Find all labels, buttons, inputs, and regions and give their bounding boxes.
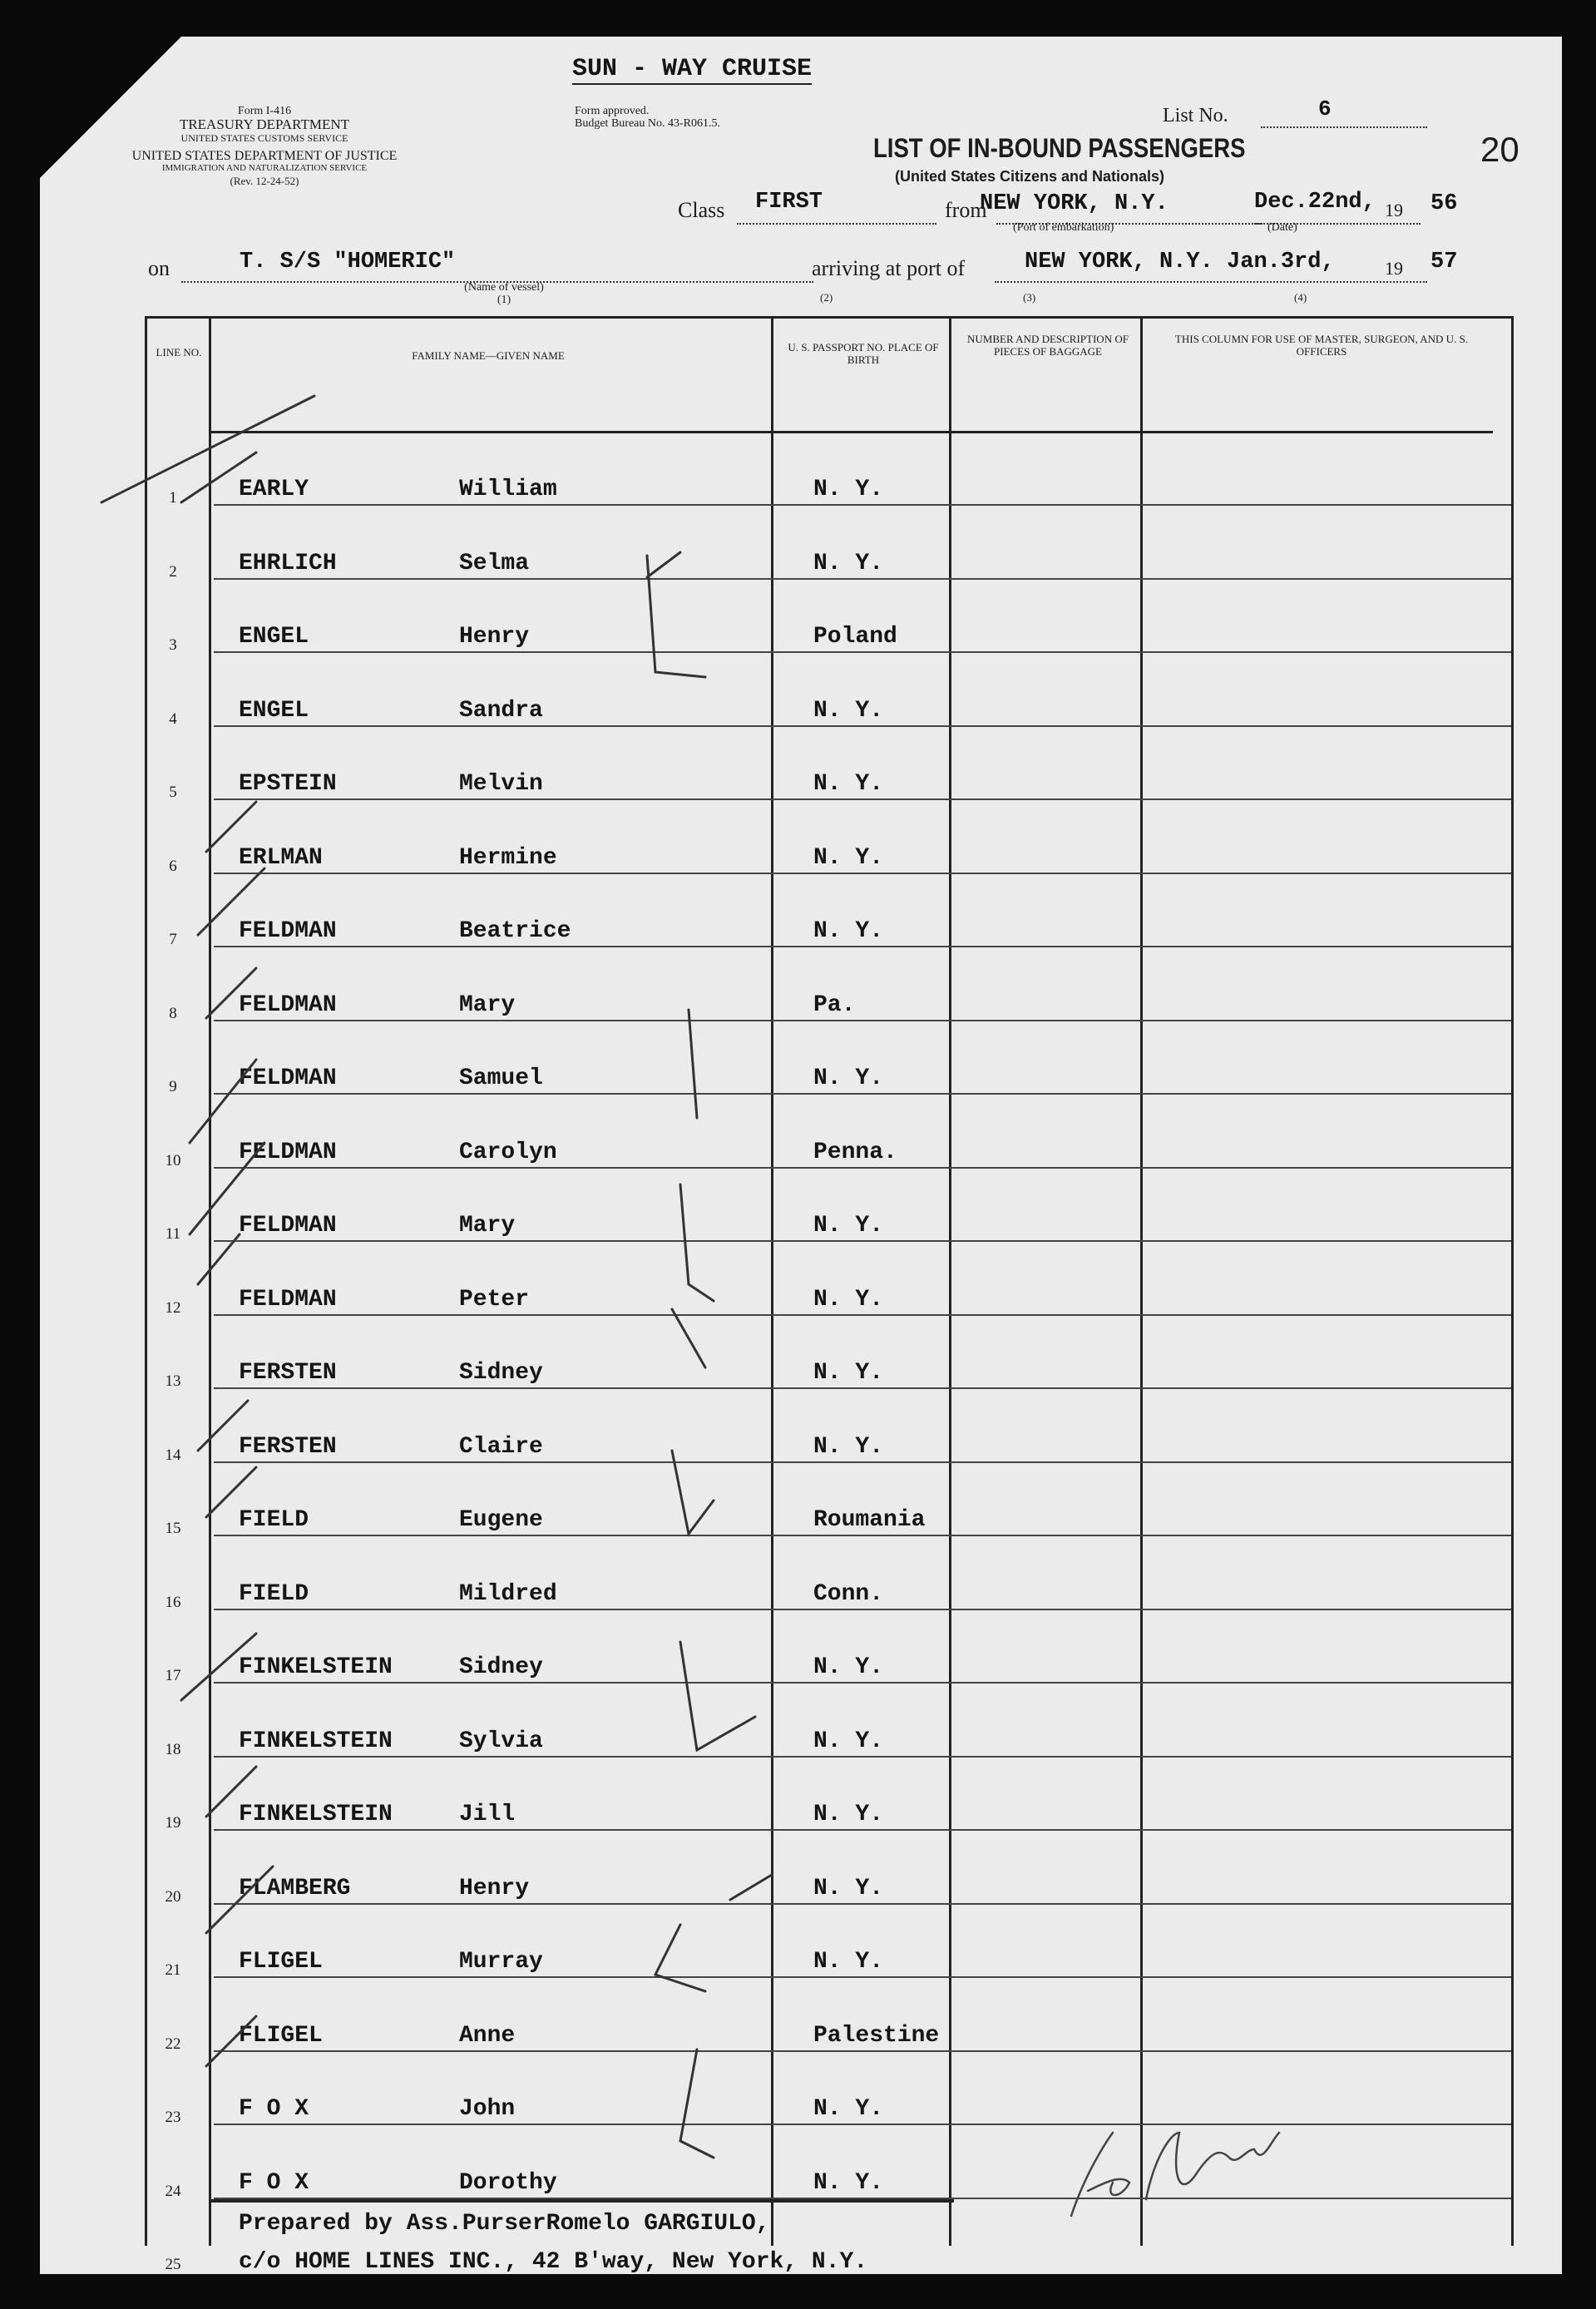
bracket-mark: [680, 1642, 755, 1750]
signature: [1071, 2133, 1279, 2216]
given-name: Sidney: [459, 1360, 543, 1386]
family-name: ERLMAN: [239, 844, 323, 871]
date-caption: (Date): [1267, 221, 1297, 234]
family-name: FLIGEL: [239, 1949, 323, 1975]
form-title: LIST OF IN-BOUND PASSENGERS: [873, 133, 1246, 163]
place-of-birth: N. Y.: [813, 1949, 884, 1975]
place-of-birth: N. Y.: [813, 2096, 884, 2122]
place-of-birth: N. Y.: [813, 1802, 884, 1827]
customs-service: UNITED STATES CUSTOMS SERVICE: [180, 132, 348, 144]
given-name: John: [459, 2096, 516, 2122]
place-of-birth: Poland: [813, 624, 897, 650]
given-name: Carolyn: [459, 1139, 557, 1165]
place-of-birth: Conn.: [813, 1580, 884, 1607]
line-number: 12: [165, 1298, 181, 1317]
family-name: FELDMAN: [239, 1139, 337, 1165]
family-name: FELDMAN: [239, 1066, 337, 1091]
given-name: Sylvia: [459, 1728, 543, 1754]
given-name: Mildred: [459, 1580, 557, 1607]
check-mark: [190, 1143, 264, 1234]
line-number: 1: [169, 489, 177, 507]
place-of-birth: N. Y.: [813, 1360, 884, 1386]
manifest-sheet: [40, 37, 1562, 2274]
line-number: 22: [165, 2035, 181, 2053]
given-name: Peter: [459, 1286, 530, 1313]
line-number: 16: [165, 1593, 181, 1611]
line-number: 10: [165, 1151, 181, 1169]
date-year-prefix: 19: [1385, 200, 1403, 220]
place-of-birth: N. Y.: [813, 1286, 884, 1313]
check-mark: [198, 868, 264, 935]
check-mark: [181, 452, 256, 502]
list-label: List No.: [1163, 105, 1228, 126]
given-name: Samuel: [459, 1066, 543, 1091]
check-mark: [198, 1401, 248, 1451]
family-name: ENGEL: [239, 624, 309, 650]
col2-num: (2): [820, 291, 833, 304]
header-family-name: FAMILY NAME—GIVEN NAME: [412, 349, 565, 362]
family-name: FIELD: [239, 1580, 309, 1607]
bracket-mark: [689, 1010, 697, 1118]
place-of-birth: Penna.: [813, 1139, 897, 1165]
given-name: Beatrice: [459, 918, 571, 944]
arrival-year: 57: [1430, 250, 1458, 274]
given-name: Melvin: [459, 771, 543, 797]
arrival-port: NEW YORK, N.Y. Jan.3rd,: [1025, 250, 1335, 274]
line-number: 8: [169, 1004, 177, 1022]
given-name: Henry: [459, 624, 530, 650]
given-name: William: [459, 477, 557, 502]
line-number: 19: [165, 1814, 181, 1832]
line-number: 2: [169, 562, 177, 581]
place-of-birth: N. Y.: [813, 771, 884, 797]
place-of-birth: N. Y.: [813, 697, 884, 724]
given-name: Henry: [459, 1875, 530, 1901]
line-number: 6: [169, 857, 177, 875]
given-name: Selma: [459, 550, 530, 576]
line-number: 15: [165, 1520, 181, 1537]
on-label: on: [148, 256, 170, 280]
given-name: Jill: [459, 1802, 516, 1827]
family-name: FERSTEN: [239, 1360, 337, 1386]
form-id: Form I-416: [237, 105, 292, 117]
family-name: ENGEL: [239, 697, 309, 724]
place-of-birth: N. Y.: [813, 1433, 884, 1460]
family-name: FERSTEN: [239, 1433, 337, 1460]
bracket-mark: [647, 552, 680, 577]
bracket-mark: [647, 556, 705, 677]
check-mark: [206, 1866, 273, 1933]
check-mark: [206, 802, 256, 852]
place-of-birth: N. Y.: [813, 844, 884, 871]
ins-service: IMMIGRATION AND NATURALIZATION SERVICE: [161, 163, 368, 173]
class-value: FIRST: [755, 190, 823, 215]
given-name: Hermine: [459, 844, 557, 871]
line-number: 21: [165, 1961, 181, 1979]
given-name: Dorothy: [459, 2169, 557, 2196]
line-number: 25: [165, 2256, 181, 2273]
company-address: c/o HOME LINES INC., 42 B'way, New York, N.Y.: [239, 2249, 868, 2275]
family-name: FELDMAN: [239, 991, 337, 1018]
line-number: 4: [169, 710, 177, 728]
class-label: Class: [678, 198, 725, 222]
line-number: 9: [169, 1078, 177, 1095]
arriving-label: arriving at port of: [812, 256, 966, 280]
revision: (Rev. 12-24-52): [230, 175, 299, 187]
place-of-birth: Roumania: [813, 1507, 926, 1533]
prepared-by: Prepared by Ass.PurserRomelo GARGIULO,: [239, 2211, 770, 2237]
col3-num: (3): [1023, 291, 1036, 304]
header-baggage: NUMBER AND DESCRIPTION OF PIECES OF BAGGAGE: [967, 333, 1129, 358]
given-name: Mary: [459, 991, 516, 1018]
bracket-mark: [672, 1309, 705, 1367]
family-name: FINKELSTEIN: [239, 1654, 393, 1680]
header-passport: U. S. PASSPORT NO. PLACE OF BIRTH: [788, 341, 939, 366]
given-name: Sandra: [459, 697, 543, 724]
budget-bureau: Budget Bureau No. 43-R061.5.: [575, 117, 720, 130]
family-name: FELDMAN: [239, 918, 337, 944]
vessel-caption: (Name of vessel): [464, 281, 544, 294]
family-name: EHRLICH: [239, 550, 337, 576]
place-of-birth: N. Y.: [813, 477, 884, 502]
page-number: 20: [1480, 130, 1519, 169]
bracket-mark: [730, 1875, 772, 1900]
header-officers: THIS COLUMN FOR USE OF MASTER, SURGEON, AND U. S. OFFICERS: [1174, 333, 1469, 358]
place-of-birth: N. Y.: [813, 1066, 884, 1091]
given-name: Eugene: [459, 1507, 543, 1533]
line-number: 18: [165, 1740, 181, 1758]
line-number: 14: [165, 1446, 181, 1464]
family-name: EARLY: [239, 477, 309, 502]
family-name: F O X: [239, 2169, 309, 2196]
family-name: FLIGEL: [239, 2022, 323, 2049]
embark-caption: (Port of embarkation): [1013, 221, 1114, 234]
given-name: Murray: [459, 1949, 543, 1975]
place-of-birth: N. Y.: [813, 2169, 884, 2196]
family-name: EPSTEIN: [239, 771, 337, 797]
list-number: 6: [1318, 96, 1332, 121]
arrival-year-prefix: 19: [1385, 258, 1403, 279]
line-number: 17: [165, 1667, 181, 1684]
line-number: 3: [169, 636, 177, 654]
given-name: Sidney: [459, 1654, 543, 1680]
cruise-title: SUN - WAY CRUISE: [572, 55, 813, 83]
embark-date: Dec.22nd,: [1254, 190, 1376, 215]
line-number: 13: [165, 1372, 181, 1390]
family-name: FINKELSTEIN: [239, 1728, 393, 1754]
family-name: FIELD: [239, 1507, 309, 1533]
form-subtitle: (United States Citizens and Nationals): [895, 168, 1165, 185]
family-name: FELDMAN: [239, 1286, 337, 1313]
embark-port: NEW YORK, N.Y.: [980, 191, 1169, 216]
line-number: 23: [165, 2109, 181, 2126]
given-name: Mary: [459, 1213, 516, 1239]
pencil-marks: [40, 37, 1562, 2274]
place-of-birth: N. Y.: [813, 1875, 884, 1901]
family-name: F O X: [239, 2096, 309, 2122]
place-of-birth: N. Y.: [813, 1213, 884, 1239]
bracket-mark: [655, 1925, 705, 1991]
given-name: Claire: [459, 1433, 543, 1460]
place-of-birth: N. Y.: [813, 918, 884, 944]
line-number: 11: [165, 1225, 181, 1243]
treasury-dept: TREASURY DEPARTMENT: [179, 116, 350, 132]
place-of-birth: Palestine: [813, 2022, 940, 2049]
header-line-no: LINE NO.: [156, 346, 202, 358]
given-name: Anne: [459, 2022, 516, 2049]
vessel-name: T. S/S "HOMERIC": [240, 250, 456, 274]
line-number: 7: [169, 931, 177, 948]
check-mark: [101, 396, 314, 502]
place-of-birth: Pa.: [813, 991, 856, 1018]
date-year: 56: [1430, 191, 1458, 216]
check-mark: [190, 1060, 256, 1143]
col4-num: (4): [1294, 291, 1307, 304]
justice-dept: UNITED STATES DEPARTMENT OF JUSTICE: [131, 149, 398, 163]
bracket-mark: [680, 2049, 714, 2158]
family-name: FLAMBERG: [239, 1875, 351, 1901]
check-mark: [206, 2016, 256, 2066]
bracket-mark: [680, 1184, 714, 1301]
check-mark: [206, 1767, 256, 1817]
place-of-birth: N. Y.: [813, 1654, 884, 1680]
line-number: 24: [165, 2182, 181, 2200]
line-number: 20: [165, 1887, 181, 1906]
line-number: 5: [169, 784, 177, 801]
check-mark: [198, 1234, 240, 1284]
family-name: FELDMAN: [239, 1213, 337, 1239]
place-of-birth: N. Y.: [813, 550, 884, 576]
from-label: from: [945, 198, 987, 222]
check-mark: [206, 968, 256, 1018]
check-mark: [181, 1634, 256, 1700]
place-of-birth: N. Y.: [813, 1728, 884, 1754]
bracket-mark: [672, 1451, 714, 1534]
form-approved: Form approved.: [575, 105, 650, 117]
check-mark: [206, 1467, 256, 1517]
family-name: FINKELSTEIN: [239, 1802, 393, 1827]
vessel-caption-num: (1): [497, 294, 511, 306]
